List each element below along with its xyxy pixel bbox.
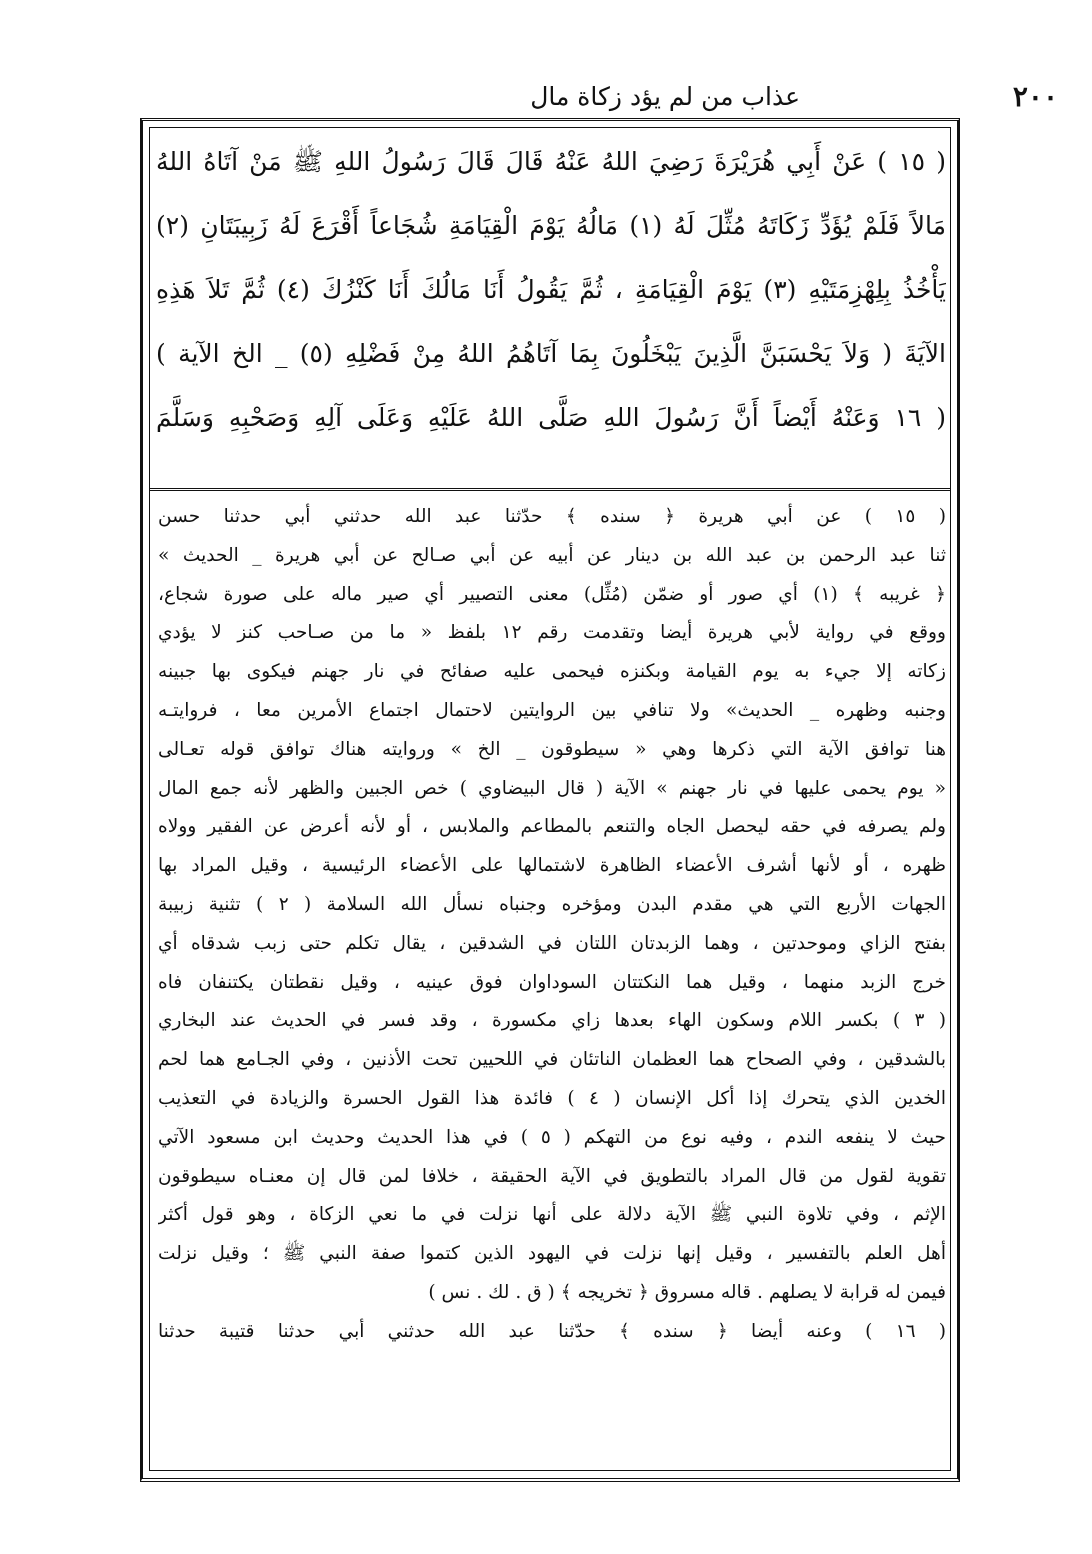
commentary-line: ظهره ، أو لأنها أشرف الأعضاء الظاهرة لاشتمالها على الأعضاء الرئيسية ، وقيل المراد بها — [158, 855, 946, 877]
commentary-line: خرج الزبد منهما ، وقيل هما النكتتان السوداوان فوق عينيه ، وقيل نقطتان يكتنفان فاه — [158, 971, 946, 993]
hadith-text-block — [156, 130, 946, 480]
commentary-line: أهل العلم بالتفسير ، وقيل إنها نزلت في اليهود الذين كتموا صفة النبي ﷺ ؛ وقيل نزلت — [158, 1243, 946, 1265]
commentary-line: ﴿ غريبه ﴾ (١) أي صور أو ضمّن (مُثِّل) معنى التصيير أي صير ماله على صورة شجاع، — [158, 583, 946, 605]
section-divider — [149, 488, 951, 491]
commentary-line: ( ١٦ ) وعنه أيضا ﴿ سنده ﴾ حدّثنا عبد الله حدثني أبي حدثنا قتيبة حدثنا — [158, 1320, 946, 1342]
commentary-line: ولم يصرفه في حقه ليحصل الجاه والتنعم بالمطاعم والملابس ، أو لأنه أعرض عن الفقير وولاه — [158, 816, 946, 838]
commentary-line: بفتح الزاي وموحدتين ، وهما الزبدتان اللتان في الشدقين ، يقال تكلم حتى زبب شدقاه أي — [158, 932, 946, 954]
commentary-line: وجنبه وظهره _ الحديث» ولا تنافي بين الروايتين لاحتمال اجتماع الأمرين معا ، فروايتـه — [158, 699, 946, 721]
commentary-line: ( ٣ ) بكسر اللام وسكون الهاء بعدها زاي مكسورة ، وقد فسر في الحديث عند البخاري — [158, 1010, 946, 1032]
commentary-line: ووقع في رواية لأبي هريرة أيضا وتقدمت رقم ١٢ بلفظ « ما من صـاحب كنز لا يؤدي — [158, 622, 946, 644]
page-number: ٢٠٠ — [1012, 80, 1058, 113]
commentary-line: حيث لا ينفعه الندم ، وفيه نوع من التهكم ( ٥ ) في هذا الحديث وحديث ابن مسعود الآتي — [158, 1126, 946, 1148]
commentary-line: ثنا عبد الرحمن بن عبد الله بن دينار عن أبيه عن أبي صـالح عن أبي هريرة _ الحديث » — [158, 544, 946, 566]
page-header — [150, 78, 1058, 118]
commentary-line: « يوم يحمى عليها في نار جهنم » الآية ( قال البيضاوي ) خص الجبين والظهر لأنه جمع المال — [158, 777, 946, 799]
hadith-line: مَالاً فَلَمْ يُؤَدِّ زَكَاتَهُ مُثِّلَ لَهُ (١) مَالُهُ يَوْمَ الْقِيَامَةِ شُجَاعاً أَقْرَعَ لَهُ زَبِيبَتَانِ (٢) — [156, 211, 946, 240]
commentary-line: الجهات الأربع التي هي مقدم البدن ومؤخره وجنباه نسأل الله السلامة ( ٢ ) تثنية زبيبة — [158, 893, 946, 915]
running-title: عذاب من لم يؤد زكاة مال — [530, 82, 800, 111]
commentary-line: ( ١٥ ) عن أبي هريرة ﴿ سنده ﴾ حدّثنا عبد الله حدثني أبي حدثنا حسن — [158, 506, 946, 527]
commentary-line: بالشدقين ، وفي الصحاح هما العظمان الناتئان في اللحيين تحت الأذنين ، وفي الجـامع هما لحم — [158, 1049, 946, 1071]
hadith-line: ( ١٥ ) عَنْ أَبِي هُرَيْرَةَ رَضِيَ اللهُ عَنْهُ قَالَ قَالَ رَسُولُ اللهِ ﷺ مَنْ آتَاهُ اللهُ — [156, 147, 946, 176]
commentary-block — [158, 498, 946, 1478]
commentary-line: هنا توافق الآية التي ذكرها وهي « سيطوقون _ الخ » وروايته هناك توافق قوله تعـالى — [158, 738, 946, 760]
commentary-line: تقوية لقول من قال المراد بالتطويق في الآية الحقيقة ، خلافا لمن قال إن معنـاه سيطوقون — [158, 1165, 946, 1187]
hadith-line: الآيَةَ ( وَلاَ يَحْسَبَنَّ الَّذِينَ يَبْخَلُونَ بِمَا آتَاهُمُ اللهُ مِنْ فَضْلِهِ (٥) _ الخ الآية ) — [156, 339, 946, 368]
commentary-line: الخدين الذي يتحرك إذا أكل الإنسان ( ٤ ) فائدة هذا القول الحسرة والزيادة في التعذيب — [158, 1087, 946, 1109]
commentary-line: الإثم ، وفي تلاوة النبي ﷺ الآية دلالة على أنها نزلت في ما نعي الزكاة ، وهو قول أكثر — [158, 1204, 946, 1226]
commentary-line: زكاته إلا جيء به يوم القيامة وبكنزه فيحمى عليه صفائح في نار جهنم فيكوى بها جبينه — [158, 661, 946, 683]
hadith-line: ( ١٦ وَعَنْهُ أَيْضاً أَنَّ رَسُولَ اللهِ صَلَّى اللهُ عَلَيْهِ وَعَلَى آلِهِ وَصَحْبِهِ وَسَلَّمَ — [156, 403, 946, 432]
commentary-line: فيمن له قرابة لا يصلهم . قاله مسروق ﴿ تخريجه ﴾ ( ق . لك . نس ) — [428, 1281, 946, 1303]
hadith-line: يَأْخُذُ بِلِهْزِمَتَيْهِ (٣) يَوْمَ الْقِيَامَةِ ، ثُمَّ يَقُولُ أَنَا مَالُكَ أَنَا كَنْزُكَ (٤) ثُمَّ تَلاَ هَذِهِ — [156, 275, 946, 304]
